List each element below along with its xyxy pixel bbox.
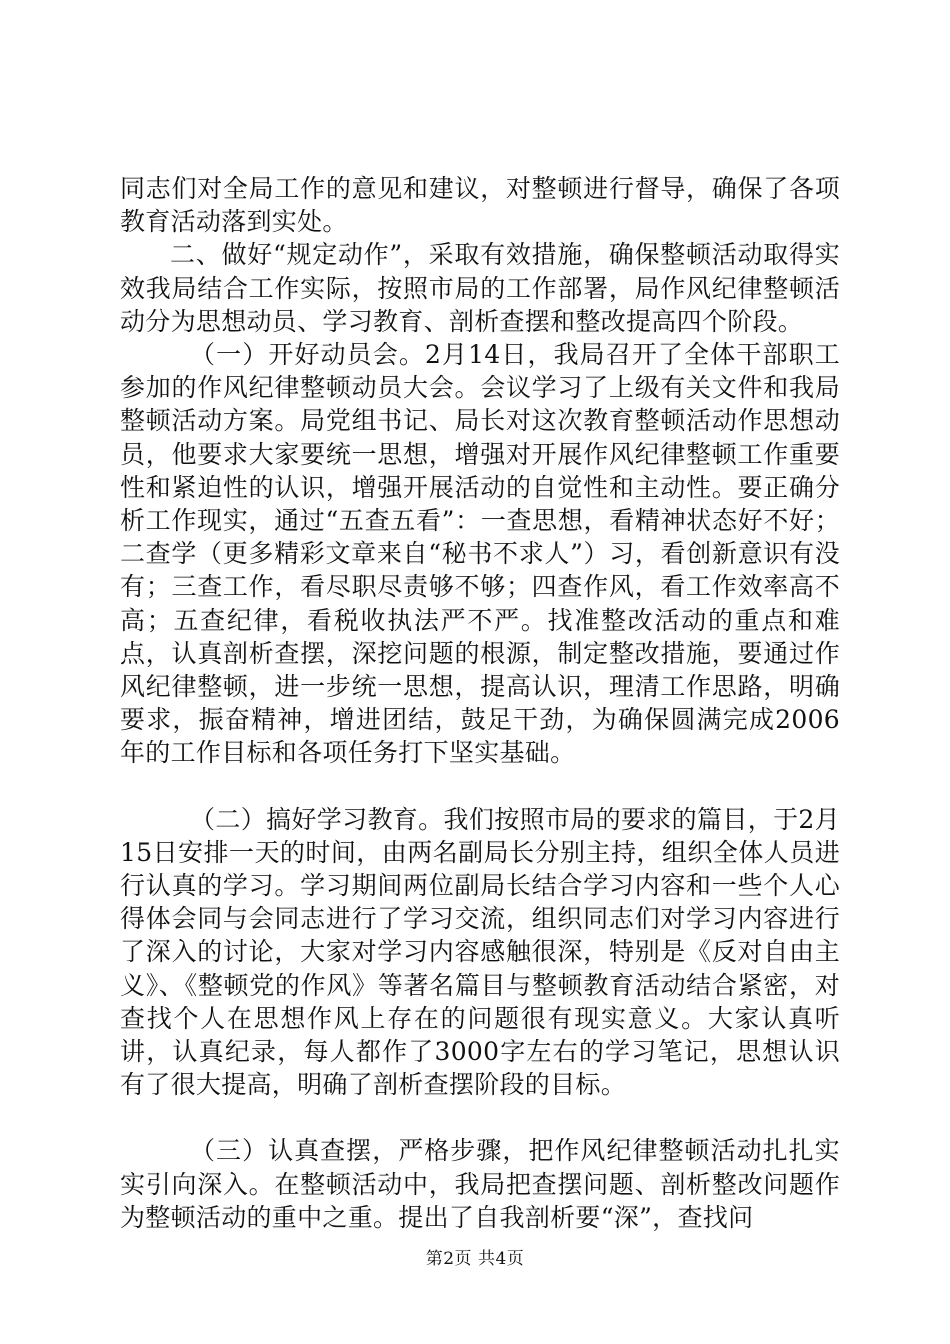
page-number-footer: 第2页 共4页 <box>425 1249 525 1269</box>
paragraph-mobilization-meeting: （一）开好动员会。2月14日，我局召开了全体干部职工参加的作风纪律整顿动员大会。会议学习了上级有关文件和我局整顿活动方案。局党组书记、局长对这次教育整顿活动作思想动员，他要求大家要统一思想，增强对开展作风纪律整顿工作重要性和紧迫性的认识，增强开展活动的自觉性和主动性。要正确分析工作现实，通过“五查五看”：一查思想，看精神状态好不好；二查学（更多精彩文章来自“秘书不求人”）习，看创新意识有没有；三查工作，看尽职尽责够不够；四查作风，看工作效率高不高；五查纪律，看税收执法严不严。找准整改活动的重点和难点，认真剖析查摆，深挖问题的根源，制定整改措施，要通过作风纪律整顿，进一步统一思想，提高认识，理清工作思路，明确要求，振奋精神，增进团结，鼓足干劲，为确保圆满完成2006年的工作目标和各项任务打下坚实基础。 <box>120 340 840 768</box>
paragraph-study-education: （二）搞好学习教育。我们按照市局的要求的篇目，于2月15日安排一天的时间，由两名副局长分别主持，组织全体人员进行认真的学习。学习期间两位副局长结合学习内容和一些个人心得体会同与会同志进行了学习交流，组织同志们对学习内容进行了深入的讨论，大家对学习内容感触很深，特别是《反对自由主义》、《整顿党的作风》等著名篇目与整顿教育活动结合紧密，对查找个人在思想作风上存在的问题很有现实意义。大家认真听讲，认真纪录，每人都作了3000字左右的学习笔记，思想认识有了很大提高，明确了剖析查摆阶段的目标。 <box>120 804 840 1100</box>
paragraph-section-two: 二、做好“规定动作”，采取有效措施，确保整顿活动取得实效我局结合工作实际，按照市局的工作部署，局作风纪律整顿活动分为思想动员、学习教育、剖析查摆和整改提高四个阶段。 <box>120 240 840 336</box>
document-body <box>120 172 840 1234</box>
paragraph-continuation: 同志们对全局工作的意见和建议，对整顿进行督导，确保了各项教育活动落到实处。 <box>120 174 840 237</box>
paragraph-self-examination: （三）认真查摆，严格步骤，把作风纪律整顿活动扎扎实实引向深入。在整顿活动中，我局把查摆问题、剖析整改问题作为整顿活动的重中之重。提出了自我剖析要“深”，查找问 <box>120 1136 840 1232</box>
